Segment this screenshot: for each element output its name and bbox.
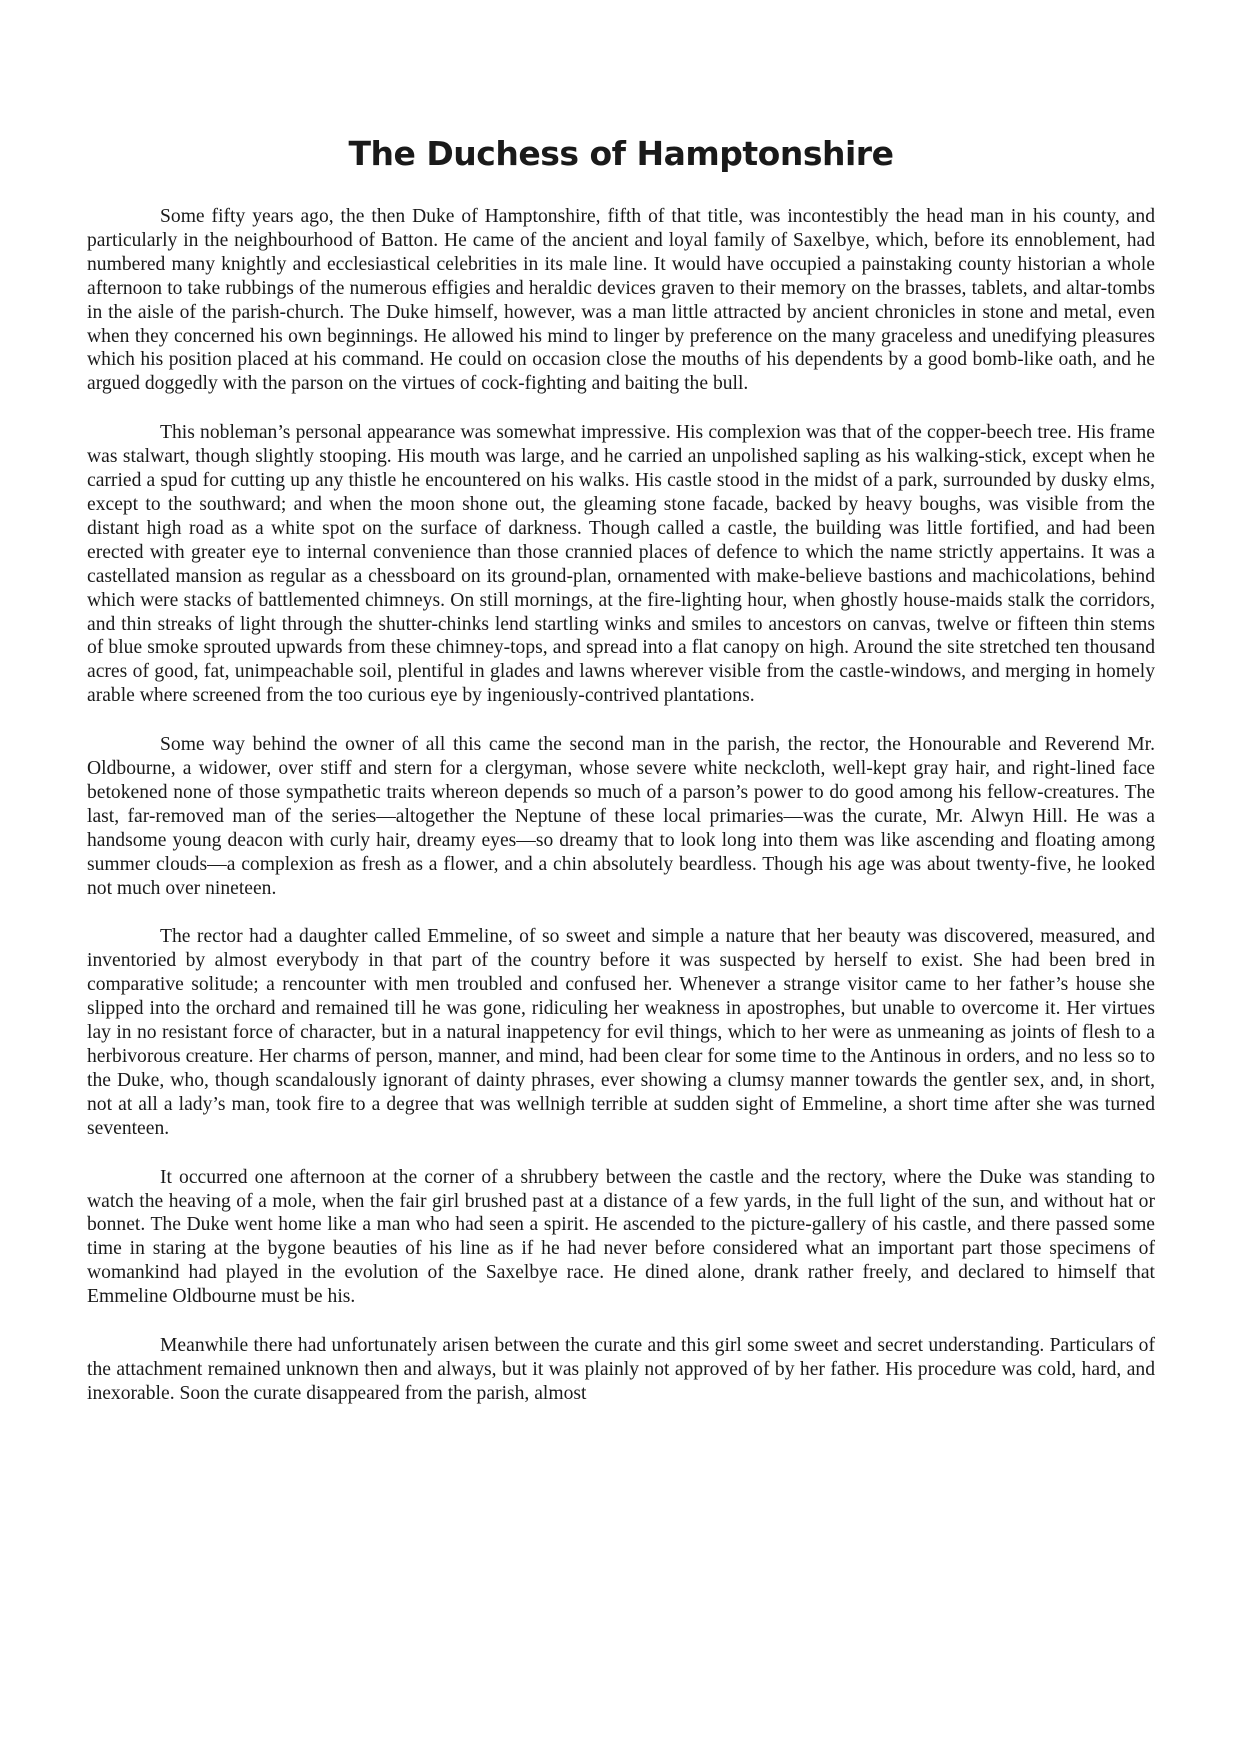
paragraph-6: Meanwhile there had unfortunately arisen between the curate and this girl some sweet and secret understanding. Particulars of the attachment remained unknown then and always, but it was plainly not approved of by her father. His procedure was cold, hard, and inexorable. Soon the curate disappeared from the parish, almost	[87, 1335, 1155, 1404]
document-title: The Duchess of Hamptonshire	[348, 134, 894, 173]
paragraph-1: Some fifty years ago, the then Duke of Hamptonshire, fifth of that title, was incontestibly the head man in his county, and particularly in the neighbourhood of Batton. He came of the ancient and loyal family of Saxelbye, which, before its ennoblement, had numbered many knightly and ecclesiastical celebrities in its male line. It would have occupied a painstaking county historian a whole afternoon to take rubbings of the numerous effigies and heraldic devices graven to their memory on the brasses, tablets, and altar-tombs in the aisle of the parish-church. The Duke himself, however, was a man little attracted by ancient chronicles in stone and metal, even when they concerned his own beginnings. He allowed his mind to linger by preference on the many graceless and unedifying pleasures which his position placed at his command. He could on occasion close the mouths of his dependents by a good bomb-like oath, and he argued doggedly with the parson on the virtues of cock-fighting and baiting the bull.	[87, 206, 1155, 395]
paragraph-5: It occurred one afternoon at the corner of a shrubbery between the castle and the rectory, where the Duke was standing to watch the heaving of a mole, when the fair girl brushed past at a distance of a few yards, in the full light of the sun, and without hat or bonnet. The Duke went home like a man who had seen a spirit. He ascended to the picture-gallery of his castle, and there passed some time in staring at the bygone beauties of his line as if he had never before considered what an important part those specimens of womankind had played in the evolution of the Saxelbye race. He dined alone, drank rather freely, and declared to himself that Emmeline Oldbourne must be his.	[87, 1166, 1155, 1308]
paragraph-4: The rector had a daughter called Emmeline, of so sweet and simple a nature that her beauty was discovered, measured, and inventoried by almost everybody in that part of the country before it was suspected by herself to exist. She had been bred in comparative solitude; a rencounter with men troubled and confused her. Whenever a strange visitor came to her father’s house she slipped into the orchard and remained till he was gone, ridiculing her weakness in apostrophes, but unable to overcome it. Her virtues lay in no resistant force of character, but in a natural inappetency for evil things, which to her were as unmeaning as joints of flesh to a herbivorous creature. Her charms of person, manner, and mind, had been clear for some time to the Antinous in orders, and no less so to the Duke, who, though scandalously ignorant of dainty phrases, ever showing a clumsy manner towards the gentler sex, and, in short, not at all a lady’s man, took fire to a degree that was wellnigh terrible at sudden sight of Emmeline, a short time after she was turned seventeen.	[87, 926, 1155, 1139]
document-body	[87, 205, 1155, 1431]
paragraph-3: Some way behind the owner of all this came the second man in the parish, the rector, the Honourable and Reverend Mr. Oldbourne, a widower, over stiff and stern for a clergyman, whose severe white neckcloth, well-kept gray hair, and right-lined face betokened none of those sympathetic traits whereon depends so much of a parson’s power to do good among his fellow-creatures. The last, far-removed man of the series—altogether the Neptune of these local primaries—was the curate, Mr. Alwyn Hill. He was a handsome young deacon with curly hair, dreamy eyes—so dreamy that to look long into them was like ascending and floating among summer clouds—a complexion as fresh as a flower, and a chin absolutely beardless. Though his age was about twenty-five, he looked not much over nineteen.	[87, 734, 1155, 899]
paragraph-2: This nobleman’s personal appearance was somewhat impressive. His complexion was that of the copper-beech tree. His frame was stalwart, though slightly stooping. His mouth was large, and he carried an unpolished sapling as his walking-stick, except when he carried a spud for cutting up any thistle he encountered on his walks. His castle stood in the midst of a park, surrounded by dusky elms, except to the southward; and when the moon shone out, the gleaming stone facade, backed by heavy boughs, was visible from the distant high road as a white spot on the surface of darkness. Though called a castle, the building was little fortified, and had been erected with greater eye to internal convenience than those crannied places of defence to which the name strictly appertains. It was a castellated mansion as regular as a chessboard on its ground-plan, ornamented with make-believe bastions and machicolations, behind which were stacks of battlemented chimneys. On still mornings, at the fire-lighting hour, when ghostly house-maids stalk the corridors, and thin streaks of light through the shutter-chinks lend startling winks and smiles to ancestors on canvas, twelve or fifteen thin stems of blue smoke sprouted upwards from these chimney-tops, and spread into a flat canopy on high. Around the site stretched ten thousand acres of good, fat, unimpeachable soil, plentiful in glades and lawns wherever visible from the castle-windows, and merging in homely arable where screened from the too curious eye by ingeniously-contrived plantations.	[87, 422, 1155, 707]
